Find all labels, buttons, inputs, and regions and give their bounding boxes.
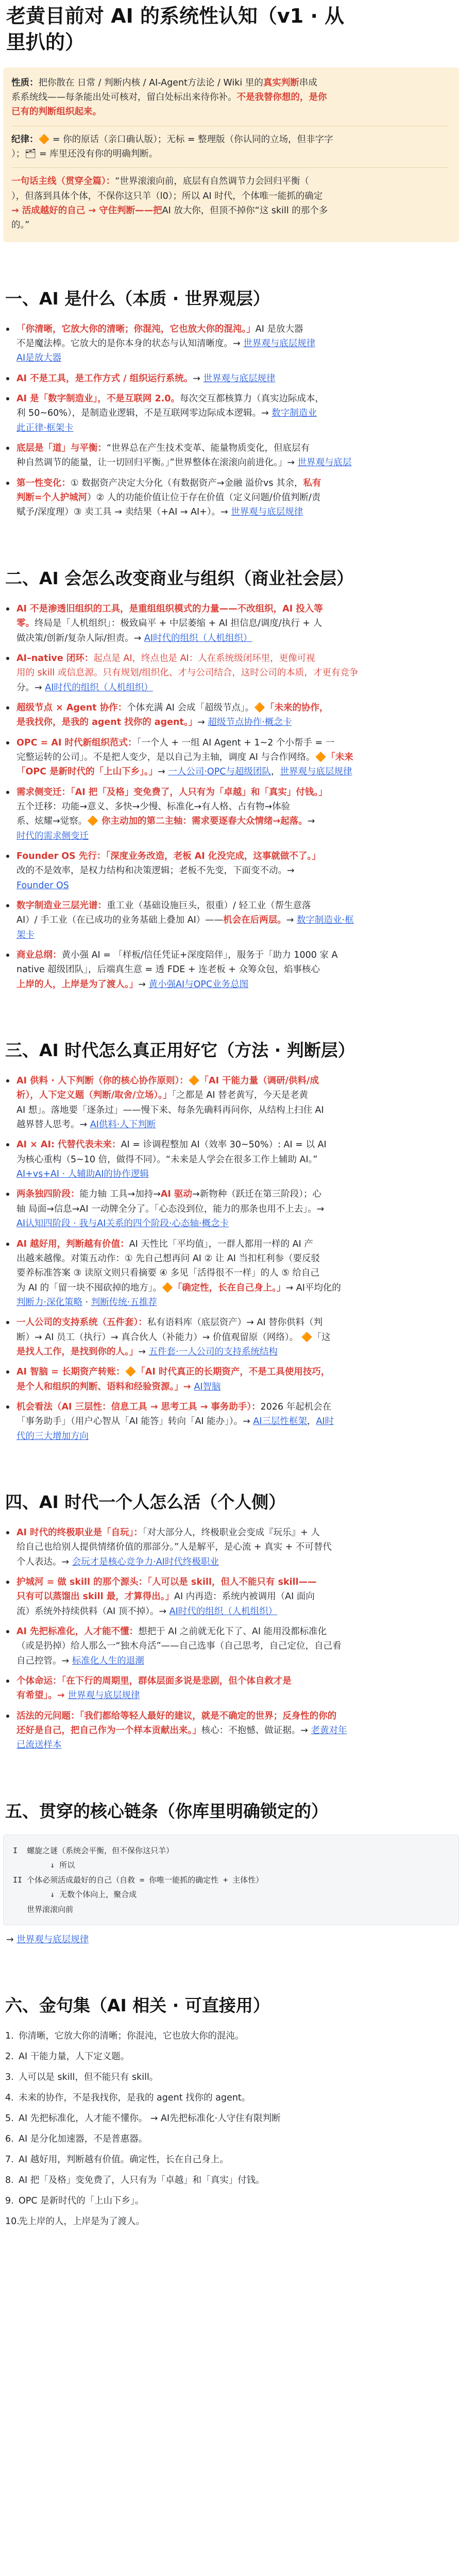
section-heading: 五、贯穿的核心链条（你库里明确锁定的） [5, 1801, 328, 1821]
intro-line: ），但落到具体个体，不保你这只羊（l0）；所以 AI 时代，个体唯一能抓的确定 [11, 191, 323, 201]
wiki-link[interactable]: 世界观与底层 [297, 457, 352, 468]
intro-line: 纪律：🔶 = 你的原话（亲口确认版）；无标 = 整理版（你认同的立场，但非字字 [11, 134, 333, 145]
list-item: 「你清晰，它放大你的清晰；你混沌，它也放大你的混沌。」AI 是放大器 不是魔法棒。它放大的是你本身的状态与认知清晰度。→ 世界观与底层规律 AI是放大器 [3, 322, 459, 366]
wiki-link[interactable]: 世界观与底层规律 [16, 1935, 89, 1945]
wiki-link[interactable]: AI认知四阶段 · 我与AI关系的四个阶段·心态轴·概念卡 [16, 1218, 229, 1229]
quote-text: 先上岸的人，上岸是为了渡人。 [19, 2216, 145, 2227]
intro-line: 的。” [11, 220, 30, 231]
list-item: 商业总纲：黄小强 AI = 「样板/信任凭证+深度陪伴」，服务于「助力 1000 家 A native 超级团队」，后端真生意 = 透 FDE + 连老板 + 众筹众包，焰事核心 上岸的人，上岸是为了渡人。」→ 黄小强AI与OPC业务总图 [3, 948, 459, 992]
callout-divider [11, 167, 449, 168]
quote-list [0, 2029, 459, 2229]
list-item: AI 供料 · 人下判断（你的核心协作原则）：🔶「AI 干能力量（调研/供料/成 析），人下定义题（判断/取舍/立场）。」「之都是 AI 替老黄写，今天是老黄 AI 想」。落地要「逐条过」——慢下来、每条先确料再问你，从结构上扫住 AI 越界替人思考。→ AI供料·人下判断 [3, 1074, 459, 1132]
quote-text: 未来的协作，不是我找你，是我的 agent 找你的 agent。 [19, 2093, 251, 2104]
wiki-link[interactable]: 会玩才是核心竞争力·AI时代终极职业 [72, 1556, 219, 1567]
wiki-link[interactable]: AI时 [316, 1416, 334, 1427]
wiki-link[interactable]: 超级节点协作·概念卡 [208, 717, 292, 728]
list-item: 机会看法（AI 三层性：信息工具 → 思考工具 → 事务助手）：2026 年起机会在 「事务助手」（用户心智从「AI 能答」转向「AI 能办」）。→ AI三层性框架，AI时 代的三大增加方向 [3, 1400, 459, 1444]
wiki-link[interactable]: 世界观与底层规律 [280, 767, 352, 777]
wiki-link[interactable]: 老黄对年 [311, 1725, 347, 1736]
wiki-link[interactable]: 架卡 [16, 929, 35, 940]
quote-number: 3. [5, 2072, 14, 2083]
code-footnote: → 世界观与底层规律 [6, 1935, 89, 1945]
section-list [0, 1526, 459, 1753]
quote-number: 2. [5, 2052, 14, 2062]
section-list [0, 1074, 459, 1444]
wiki-link[interactable]: 此正律·框架卡 [16, 422, 74, 433]
wiki-link[interactable]: 数字制造业 [271, 408, 317, 419]
code-block: I 螺旋之谜（系统会平衡，但不保你这只羊） ↓ 所以 II 个体必须活成最好的自己（自救 = 你唯一能抓的确定性 + 主体性） ↓ 无数个体向上，聚合成 世界滚滚向前 [3, 1835, 459, 1926]
section-heading: 一、AI 是什么（本质 · 世界观层） [5, 288, 270, 309]
quote-text: AI 越好用，判断越有价值。确定性，长在自己身上。 [19, 2155, 229, 2165]
section-heading: 三、AI 时代怎么真正用好它（方法 · 判断层） [5, 1040, 355, 1061]
wiki-link[interactable]: 世界观与底层规律 [243, 338, 316, 349]
quote-item [3, 2194, 459, 2208]
quote-number: 8. [5, 2175, 14, 2186]
quote-number: 5. [5, 2113, 14, 2124]
wiki-link[interactable]: 数字制造业·框 [297, 915, 354, 926]
wiki-link[interactable]: 已流送样本 [16, 1740, 62, 1751]
section-list [0, 322, 459, 520]
quote-number: 9. [5, 2196, 14, 2207]
wiki-link[interactable]: AI三层性框架 [253, 1416, 308, 1427]
list-item: 一人公司的支持系统（五件套）：私有语料库（底层资产）→ AI 替你供料（判 断）→ AI 员工（执行）→ 真合伙人（补能力）→ 价值观留原（网络）。 🔶「这 是找人工作，是找到你的人。」→ 五件套·一人公司的支持系统结构 [3, 1315, 459, 1359]
wiki-link[interactable]: AI是放大器 [16, 353, 62, 364]
wiki-link[interactable]: AI供料·人下判断 [90, 1120, 156, 1130]
wiki-link[interactable]: 世界观与底层规律 [203, 373, 276, 384]
list-item: AI 智脑 = 长期资产转账：🔶「AI 时代真正的长期资产，不是工具使用技巧， 是个人和组织的判断、语料和经验资源。」→ AI智脑 [3, 1365, 459, 1394]
list-item: 数字制造业三层光谱：重工业（基础设施巨头，很重）/ 轻工业（帮生意落 AI）/ 手工业（在已成功的业务基础上叠加 AI）——机会在后两层。→ 数字制造业·框 架卡 [3, 899, 459, 942]
section-list [0, 602, 459, 992]
list-item: AI 不是渗透旧组织的工具，是重组组织模式的力量——不改组织，AI 投入等 零。终局是「人机组织」：极致扁平 + 中层萎缩 + AI 担信息/调度/执行 + 人 做决策/创新/复杂人际/担责。→ AI时代的组织（人机组织） [3, 602, 459, 646]
list-item: OPC = AI 时代新组织范式：「一个人 + 一组 AI Agent + 1~2 个小帮手 = 一 完整运转的公司」。不是把人变少，是以自己为主轴，调度 AI 与合作网络。🔶「未来 「OPC 是新时代的「上山下乡」。」→ 一人公司·OPC与超级团队，世界观与底层规律 [3, 736, 459, 779]
list-item: AI–native 闭环：起点是 AI，终点也是 AI：人在系统级闭环里，更像可视 用的 skill 或信息源。只有规划/组织化、才与公司结合，这时公司的本质，才更有竞争 分。→ AI时代的组织（人机组织） [3, 651, 459, 695]
quote-item [3, 2132, 459, 2146]
wiki-link[interactable]: 时代的需求侧变迁 [16, 831, 89, 841]
quote-text: AI 先把标准化，人才能不懂你。 → AI先把标准化·人守住有限判断 [19, 2113, 281, 2124]
quote-number: 4. [5, 2093, 14, 2104]
list-item: 两条独四阶段：能力轴 工具→加持→AI 驱动→新物种（跃迁在第三阶段）；心 轴 局面→信息→AI 一动牌全分了。「心态没到位，能力的那条也用不上去」。→ AI认知四阶段 · 我与AI关系的四个阶段·心态轴·概念卡 [3, 1187, 459, 1231]
intro-line: 一句话主线（贯穿全篇）：“世界滚滚向前，底层有自然调节力会回归平衡（ [11, 176, 309, 187]
quote-item [3, 2049, 459, 2064]
quote-text: AI 是分化加速器，不是普惠器。 [19, 2134, 148, 2145]
intro-callout [3, 67, 459, 242]
quote-item [3, 2153, 459, 2167]
wiki-link[interactable]: 标准化人生的退潮 [72, 1655, 144, 1666]
list-item: AI 不是工具，是工作方式 / 组织运行系统。→ 世界观与底层规律 [3, 371, 459, 386]
intro-line: 已有的判断组织起来。 [11, 107, 101, 117]
intro-line: 性质：把你散在 日常 / 判断内核 / AI-Agent方法论 / Wiki 里的真实判断串成 [11, 77, 317, 88]
wiki-link[interactable]: AI时代的组织（人机组织） [144, 633, 252, 643]
quote-item [3, 2111, 459, 2126]
list-item: 第一性变化：① 数据资产决定大分化（有数据资产→金融 溢价vs 其余，私有 判断=个人护城河）② 人的功能价值让位于存在价值（定义问题/价值判断/责 赋予/深度理）③ 卖工具 → 卖结果（+AI → AI+）。→ 世界观与底层规律 [3, 476, 459, 520]
quote-text: 人可以是 skill，但不能只有 skill。 [19, 2072, 159, 2083]
intro-line: 系系统线——每条能出处可核对，留白处标出来待你补。不是我替你想的，是你 [11, 92, 327, 103]
section-heading: 二、AI 会怎么改变商业与组织（商业社会层） [5, 568, 354, 588]
list-item: AI 越好用，判断越有价值：AI 天性比「平均值」，一群人都用一样的 AI 产 出越来越像。对策五动作：① 先自己想再问 AI ② 让 AI 当扣杠利参（要反驳 要养标准答案 ③ 读原文则只看摘要 ④ 多见「活得很不一样」的人 ⑤ 给自己 为 AI 的「留一块不囤砍掉的地方」。🔶「确定性，长在自己身上。」→ AI平均化的 判断力·深化策略 · 判断传统·五推荐 [3, 1237, 459, 1310]
wiki-link[interactable]: AI时代的组织（人机组织） [169, 1606, 278, 1617]
section-heading: 四、AI 时代一个人怎么活（个人侧） [5, 1492, 286, 1512]
wiki-link[interactable]: 世界观与底层规律 [231, 507, 303, 518]
list-item: 需求侧变迁：「AI 把「及格」变免费了，人只有为「卓越」和「真实」付钱。」 五个迁移：功能→意义、多快→少慢、标准化→有人格、占有物→体验 系、炫耀→觉察。🔶 你主动加的第二主轴：需求要逐春大众情绪→起落。→ 时代的需求侧变迁 [3, 785, 459, 843]
quote-text: AI 把「及格」变免费了，人只有为「卓越」和「真实」付钱。 [19, 2175, 265, 2186]
wiki-link[interactable]: 判断力·深化策略 [16, 1297, 83, 1308]
list-item: 底层是「道」与平衡：“世界总在产生技术变革、能量物质变化，但底层有 种自然调节的能量，让一切回归平衡。」”世界整体在滚滚向前进化。」→ 世界观与底层 [3, 441, 459, 470]
list-item: 护城河 = 做 skill 的那个源头：「人可以是 skill，但人不能只有 skill—— 只有可以蒸馏出 skill 最，才算得出。」AI 内再造：系统内被调用（AI 面向 流）系统外持续供料（AI 顶不掉）。→ AI时代的组织（人机组织） [3, 1575, 459, 1619]
section-heading: 六、金句集（AI 相关 · 可直接用） [5, 1995, 270, 2016]
page-title: 老黄目前对 AI 的系统性认知（v1 · 从 里扒的） [6, 5, 345, 54]
wiki-link[interactable]: 五件套·一人公司的支持系统结构 [148, 1346, 278, 1357]
list-item: 超级节点 × Agent 协作：个体充满 AI 会成「超级节点」。🔶「未来的协作， 是我找你，是我的 agent 找你的 agent。」→ 超级节点协作·概念卡 [3, 701, 459, 730]
wiki-link[interactable]: AI时代的组织（人机组织） [45, 682, 153, 693]
quote-number: 10. [5, 2216, 20, 2227]
wiki-link[interactable]: 代的三大增加方向 [16, 1431, 89, 1442]
quote-item [3, 2214, 459, 2229]
list-item: AI 先把标准化，人才能不懂：想把于 AI 之前就无化下了、AI 能用没都标准化 （或是扔掉）给人那么一“独木舟活”——自己选事（自己思考，自己定位，自己看 自己控管。→ 标准化人生的退潮 [3, 1624, 459, 1668]
list-item: Founder OS 先行：「深度业务改造，老板 AI 化没完成，这事就做不了。」 改的不是效率，是权力结构和决策逻辑；老板不先变，下面变不动。→ Founder OS [3, 849, 459, 893]
wiki-link[interactable]: 判断传统·五推荐 [91, 1297, 157, 1308]
wiki-link[interactable]: 一人公司·OPC与超级团队 [168, 767, 271, 777]
intro-line: → 活成越好的自己 → 守住判断——把AI 放大你，但顶不掉你“这 skill 的那个多 [11, 206, 328, 216]
wiki-link[interactable]: AI+vs+AI · 人辅助AI的协作逻辑 [16, 1169, 149, 1180]
quote-number: 1. [5, 2031, 14, 2042]
quote-item [3, 2091, 459, 2105]
quote-item [3, 2029, 459, 2043]
quote-number: 6. [5, 2134, 14, 2145]
wiki-link[interactable]: Founder OS [16, 880, 69, 891]
list-item: 活法的元问题：「我们都给等轻人最好的建议，就是不确定的世界；反身性的你的 还好是自己，把自己作为一个样本贡献出来。」核心：不抱憾、做证据。→ 老黄对年 已流送样本 [3, 1709, 459, 1753]
wiki-link[interactable]: 黄小强AI与OPC业务总图 [148, 979, 249, 990]
list-item: AI × AI: 代替代表未来：AI = 诊调程整加 AI（效率 30~50%）: AI = 以 AI 为核心重构（5~10 倍，做得不同）。“未来是人学会在很多工作上辅助 AI。” AI+vs+AI · 人辅助AI的协作逻辑 [3, 1138, 459, 1181]
quote-text: OPC 是新时代的「上山下乡」。 [19, 2196, 144, 2207]
wiki-link[interactable]: 世界观与底层规律 [67, 1690, 140, 1701]
quote-item [3, 2070, 459, 2084]
list-item: AI 时代的终极职业是「自玩」：「对大部分人，终极职业会变成『玩乐』+ 人 给自己也给别人提供情绪价值的那部分。”人是解平，是心流 + 真实 + 不可替代 个人表达。→ 会玩才是核心竞争力·AI时代终极职业 [3, 1526, 459, 1569]
quote-number: 7. [5, 2155, 14, 2165]
wiki-link[interactable]: AI智脑 [194, 1381, 221, 1392]
list-item: 个体命运：「在下行的周期里，群体层面多说是悲剧，但个体自救才是 有希望」。→ 世界观与底层规律 [3, 1674, 459, 1703]
intro-line: ）；🗂 = 库里还没有你的明确判断。 [11, 148, 158, 159]
quote-text: 你清晰，它放大你的清晰；你混沌，它也放大你的混沌。 [19, 2031, 244, 2042]
quote-text: AI 干能力量，人下定义题。 [19, 2052, 130, 2062]
list-item: AI 是「数字制造业」，不是互联网 2.0。每次交互都核算力（真实边际成本， 利 50~60%），是制造业逻辑，不是互联网零边际成本逻辑。→ 数字制造业 此正律·框架卡 [3, 392, 459, 435]
quote-item [3, 2173, 459, 2188]
